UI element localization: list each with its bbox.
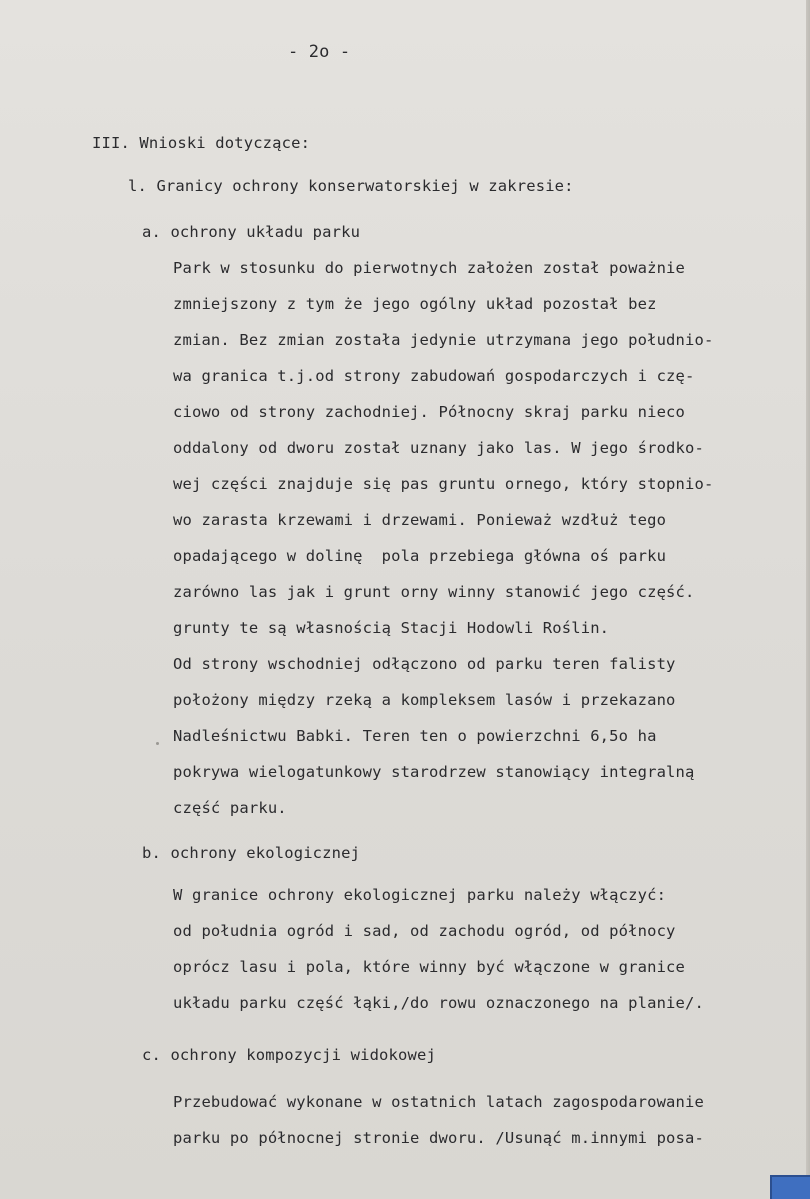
item-1-heading: l. Granicy ochrony konserwatorskiej w zakresie: xyxy=(128,177,574,195)
sub-c-heading: c. ochrony kompozycji widokowej xyxy=(142,1046,436,1064)
sub-a-line: grunty te są własnością Stacji Hodowli Roślin. xyxy=(173,619,610,637)
sub-a-heading: a. ochrony układu parku xyxy=(142,223,361,241)
sub-a-line: pokrywa wielogatunkowy starodrzew stanowiący integralną xyxy=(173,763,695,781)
sub-a-line: Od strony wschodniej odłączono od parku teren falisty xyxy=(173,655,676,673)
paper-speck xyxy=(156,742,159,745)
sub-a-line: zarówno las jak i grunt orny winny stanowić jego część. xyxy=(173,583,695,601)
sub-a-line: Park w stosunku do pierwotnych założen został poważnie xyxy=(173,259,686,277)
page-number: - 2o - xyxy=(288,42,351,62)
section-heading: III. Wnioski dotyczące: xyxy=(92,134,311,152)
sub-a-line: zmniejszony z tym że jego ogólny układ pozostał bez xyxy=(173,295,657,313)
sub-b-line: układu parku część łąki,/do rowu oznaczonego na planie/. xyxy=(173,994,704,1012)
sub-c-line: Przebudować wykonane w ostatnich latach zagospodarowanie xyxy=(173,1093,704,1111)
sub-a-line: część parku. xyxy=(173,799,287,817)
sub-b-heading: b. ochrony ekologicznej xyxy=(142,844,361,862)
sub-b-line: oprócz lasu i pola, które winny być włączone w granice xyxy=(173,958,686,976)
sub-a-line: wej części znajduje się pas gruntu ornego, który stopnio- xyxy=(173,475,714,493)
sub-a-line: zmian. Bez zmian została jedynie utrzymana jego południo- xyxy=(173,331,714,349)
sub-a-line: Nadleśnictwu Babki. Teren ten o powierzchni 6,5o ha xyxy=(173,727,657,745)
corner-stamp xyxy=(770,1175,810,1199)
sub-b-line: W granice ochrony ekologicznej parku należy włączyć: xyxy=(173,886,667,904)
page-edge xyxy=(806,0,810,1199)
sub-a-line: wa granica t.j.od strony zabudowań gospodarczych i czę- xyxy=(173,367,695,385)
sub-c-line: parku po północnej stronie dworu. /Usunąć m.innymi posa- xyxy=(173,1129,704,1147)
sub-a-line: wo zarasta krzewami i drzewami. Ponieważ wzdłuż tego xyxy=(173,511,667,529)
sub-a-line: opadającego w dolinę pola przebiega główna oś parku xyxy=(173,547,667,565)
sub-a-line: oddalony od dworu został uznany jako las. W jego środko- xyxy=(173,439,704,457)
sub-a-line: położony między rzeką a kompleksem lasów i przekazano xyxy=(173,691,676,709)
sub-a-line: ciowo od strony zachodniej. Północny skraj parku nieco xyxy=(173,403,686,421)
sub-b-line: od południa ogród i sad, od zachodu ogród, od północy xyxy=(173,922,676,940)
